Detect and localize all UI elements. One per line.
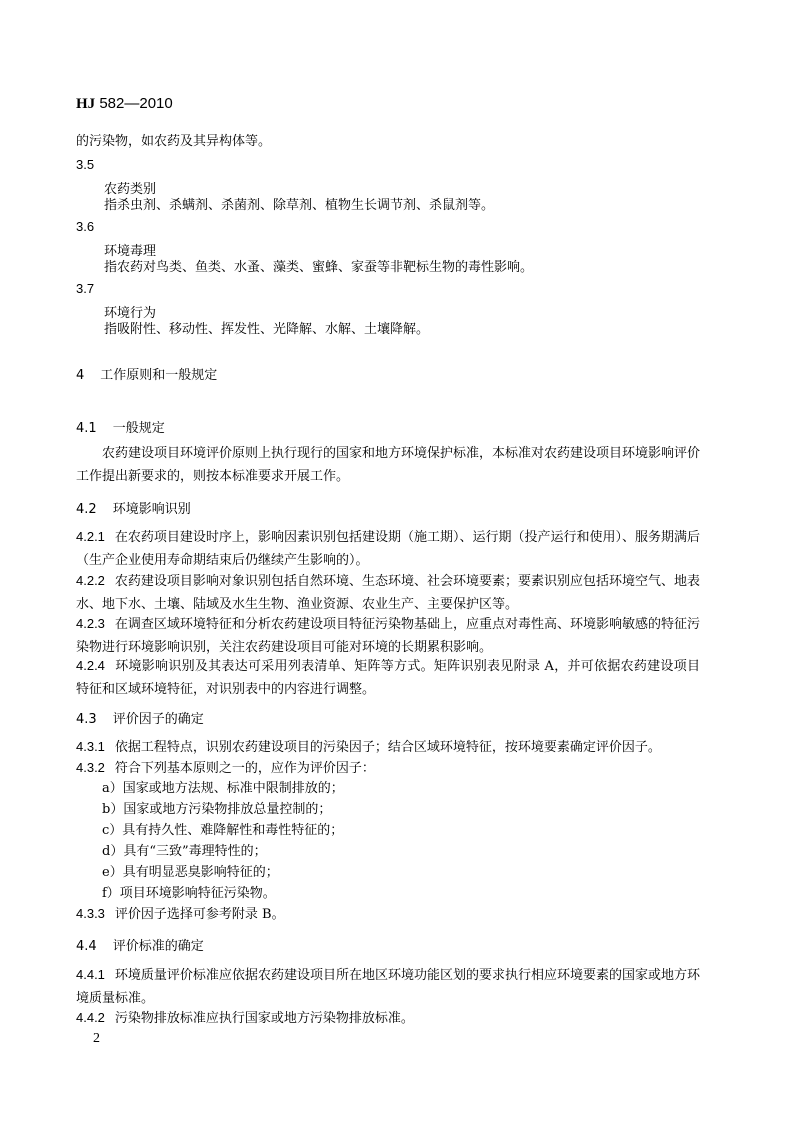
term-definition-3-7: 指吸附性、移动性、挥发性、光降解、水解、土壤降解。 <box>104 322 430 337</box>
clause-4-2-4 <box>76 654 700 701</box>
term-title-3-7: 环境行为 <box>104 306 157 321</box>
clause-4-4-1-text: 环境质量评价标准应依据农药建设项目所在地区环境功能区划的要求执行相应环境要素的国家或地方环境质量标准。 <box>76 968 700 1006</box>
clause-4-2-3-number: 4.2.3 <box>76 616 105 631</box>
section-4-1-number: 4.1 <box>76 421 97 436</box>
section-4-1-heading <box>76 417 165 436</box>
section-4-1-title: 一般规定 <box>112 421 165 436</box>
section-4-2-number: 4.2 <box>76 502 97 517</box>
clause-4-2-4-number: 4.2.4 <box>76 658 105 673</box>
clause-4-4-2-number: 4.4.2 <box>76 1010 105 1025</box>
section-4-4-number: 4.4 <box>76 939 97 954</box>
document-code-prefix: HJ <box>76 96 96 112</box>
clause-4-3-3-number: 4.3.3 <box>76 906 105 921</box>
clause-4-2-3-text: 在调查区域环境特征和分析农药建设项目特征污染物基础上，应重点对毒性高、环境影响敏感的特征污染物进行环境影响识别，关注农药建设项目可能对环境的长期累积影响。 <box>76 617 700 655</box>
term-definition-3-6: 指农药对鸟类、鱼类、水蚤、藻类、蜜蜂、家蚕等非靶标生物的毒性影响。 <box>104 260 534 275</box>
clause-4-2-3 <box>76 612 700 659</box>
clause-4-2-2 <box>76 569 700 616</box>
clause-4-4-2-text: 污染物排放标准应执行国家或地方污染物排放标准。 <box>114 1011 414 1026</box>
clause-4-2-2-number: 4.2.2 <box>76 573 105 588</box>
clause-4-3-2-text: 符合下列基本原则之一的，应作为评价因子： <box>114 761 375 776</box>
clause-4-3-1-text: 依据工程特点，识别农药建设项目的污染因子；结合区域环境特征，按环境要素确定评价因子。 <box>114 740 661 755</box>
clause-4-4-1-number: 4.4.1 <box>76 967 105 982</box>
section-4-heading <box>76 364 217 383</box>
section-4-2-heading <box>76 498 191 517</box>
term-number-3-5: 3.5 <box>76 157 95 172</box>
page-number: 2 <box>93 1031 100 1046</box>
section-4-2-title: 环境影响识别 <box>112 502 191 517</box>
section-4-4-title: 评价标准的确定 <box>112 939 204 954</box>
section-4-title: 工作原则和一般规定 <box>100 368 218 383</box>
clause-4-3-1-number: 4.3.1 <box>76 739 105 754</box>
list-item: e）具有明显恶臭影响特征的； <box>102 865 279 880</box>
document-code <box>76 95 173 113</box>
clause-4-3-2 <box>76 756 700 780</box>
term-number-3-6: 3.6 <box>76 219 95 234</box>
clause-4-4-2 <box>76 1006 700 1030</box>
clause-4-3-3 <box>76 902 700 926</box>
section-4-3-title: 评价因子的确定 <box>112 712 204 727</box>
clause-4-3-3-text: 评价因子选择可参考附录 B。 <box>114 907 285 922</box>
clause-4-2-1 <box>76 525 700 572</box>
clause-4-2-1-text: 在农药项目建设时序上，影响因素识别包括建设期（施工期）、运行期（投产运行和使用）、服务期满后（生产企业使用寿命期结束后仍继续产生影响的）。 <box>76 530 700 568</box>
section-4-3-number: 4.3 <box>76 712 97 727</box>
section-4-number: 4 <box>76 368 85 383</box>
list-item: b）国家或地方污染物排放总量控制的； <box>102 802 332 817</box>
term-definition-3-5: 指杀虫剂、杀螨剂、杀菌剂、除草剂、植物生长调节剂、杀鼠剂等。 <box>104 198 495 213</box>
clause-4-2-4-text: 环境影响识别及其表达可采用列表清单、矩阵等方式。矩阵识别表见附录 A，并可依据农药建设项目特征和区域环境特征，对识别表中的内容进行调整。 <box>76 659 700 697</box>
list-item: c）具有持久性、难降解性和毒性特征的； <box>102 823 344 838</box>
section-4-4-heading <box>76 935 204 954</box>
clause-4-4-1 <box>76 963 700 1010</box>
clause-4-2-1-number: 4.2.1 <box>76 529 105 544</box>
document-code-number: 582—2010 <box>95 95 173 112</box>
clause-4-3-2-number: 4.3.2 <box>76 760 105 775</box>
continued-text: 的污染物，如农药及其异构体等。 <box>76 134 272 149</box>
section-4-1-body: 农药建设项目环境评价原则上执行现行的国家和地方环境保护标准，本标准对农药建设项目环境影响评价工作提出新要求的，则按本标准要求开展工作。 <box>76 446 701 484</box>
section-4-3-heading <box>76 708 204 727</box>
term-number-3-7: 3.7 <box>76 281 95 296</box>
term-title-3-5: 农药类别 <box>104 182 157 197</box>
list-item: d）具有“三致”毒理特性的； <box>102 844 267 859</box>
clause-4-2-2-text: 农药建设项目影响对象识别包括自然环境、生态环境、社会环境要素；要素识别应包括环境空气、地表水、地下水、土壤、陆域及水生生物、渔业资源、农业生产、主要保护区等。 <box>76 574 700 612</box>
list-item: a）国家或地方法规、标准中限制排放的； <box>102 781 344 796</box>
term-title-3-6: 环境毒理 <box>104 244 157 259</box>
list-item: f）项目环境影响特征污染物。 <box>102 886 276 901</box>
